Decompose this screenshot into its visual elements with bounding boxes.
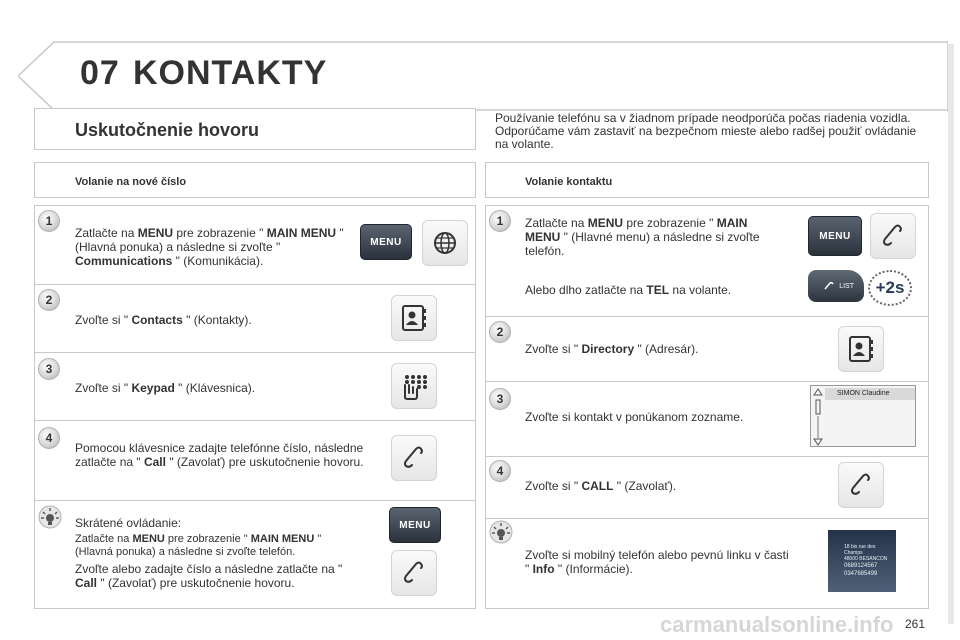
info-address-2: 48000 BESANCON [844,556,888,562]
contacts-icon[interactable] [391,295,437,341]
section-title: Uskutočnenie hovoru [75,120,260,140]
steering-wheel-tel-button[interactable] [808,270,864,302]
hold-2s-icon: +2s [868,270,912,306]
right-step3-text: Zvoľte si kontakt v ponúkanom zozname. [525,410,744,424]
menu-button[interactable]: MENU [389,507,441,543]
keypad-icon[interactable] [391,363,437,409]
shortcut-heading: Skrátené ovládanie: [75,516,182,530]
call-icon[interactable] [391,435,437,481]
step-badge-3: 3 [38,358,60,380]
shortcut-text-1: Zatlačte na MENU pre zobrazenie " MAIN MENU " (Hlavná ponuka) a následne si zvoľte telefón. [75,533,322,558]
left-step1-text: Zatlačte na MENU pre zobrazenie " MAIN MENU " (Hlavná ponuka) a následne si zvoľte " Communications " (Komunikácia). [75,226,344,268]
page-number: 261 [905,617,926,631]
shortcut-text-2: Zvoľte alebo zadajte číslo a následne zatlačte na " Call " (Zavolať) pre uskutočnenie hovoru. [75,562,343,590]
left-subtitle: Volanie na nové číslo [75,176,187,188]
communications-icon[interactable] [422,220,468,266]
right-step2-text: Zvoľte si " Directory " (Adresár). [525,342,699,356]
menu-button[interactable]: MENU [808,216,862,256]
step-badge-2: 2 [38,289,60,311]
phone-icon [823,281,835,291]
safety-warning: Používanie telefónu sa v žiadnom prípade neodporúča počas riadenia vozidla. Odporúčame vám zastaviť na bezpečnom mieste alebo radšej použiť ovládanie na volante. [495,111,917,151]
chapter-title: KONTAKTY [133,54,328,92]
chapter-number: 07 [80,54,120,92]
contact-info-screen [828,530,896,592]
list-label: LIST [839,282,854,290]
right-step1-alt-text: Alebo dlho zatlačte na TEL na volante. [525,283,732,297]
contact-list-item[interactable] [825,388,915,400]
contact-list-screen [810,385,916,447]
right-subtitle: Volanie kontaktu [525,176,613,188]
page-edge-bar [948,44,954,624]
step-badge-2: 2 [489,321,511,343]
right-step4-text: Zvoľte si " CALL " (Zavolať). [525,479,677,493]
info-address-1: 18 bis rue des Champs [844,544,876,556]
left-step3-text: Zvoľte si " Keypad " (Klávesnica). [75,381,256,395]
info-mobile-number[interactable]: 0689124567 [844,563,878,569]
right-tip-text: Zvoľte si mobilný telefón alebo pevnú linku v časti " Info " (Informácie). [525,548,789,576]
step-badge-1: 1 [38,210,60,232]
watermark: carmanualsonline.info [660,612,894,637]
directory-icon[interactable] [838,326,884,372]
contact-name: SIMON Claudine [837,390,890,397]
menu-button[interactable]: MENU [360,224,412,260]
phone-icon[interactable] [870,213,916,259]
step-badge-4: 4 [38,427,60,449]
call-icon[interactable] [838,462,884,508]
step-badge-1: 1 [489,210,511,232]
right-step1-text: Zatlačte na MENU pre zobrazenie " MAIN MENU " (Hlavné menu) a následne si zvoľte telefón. [525,216,760,258]
left-step2-text: Zvoľte si " Contacts " (Kontakty). [75,313,252,327]
step-badge-3: 3 [489,388,511,410]
info-landline-number[interactable]: 0347685499 [844,571,878,577]
call-icon[interactable] [391,550,437,596]
tip-lightbulb-icon [489,520,513,544]
left-step4-text: Pomocou klávesnice zadajte telefónne číslo, následne zatlačte na " Call " (Zavolať) pre uskutočnenie hovoru. [75,441,364,469]
scrollbar[interactable] [813,388,823,446]
tip-lightbulb-icon [38,505,62,529]
step-badge-4: 4 [489,460,511,482]
